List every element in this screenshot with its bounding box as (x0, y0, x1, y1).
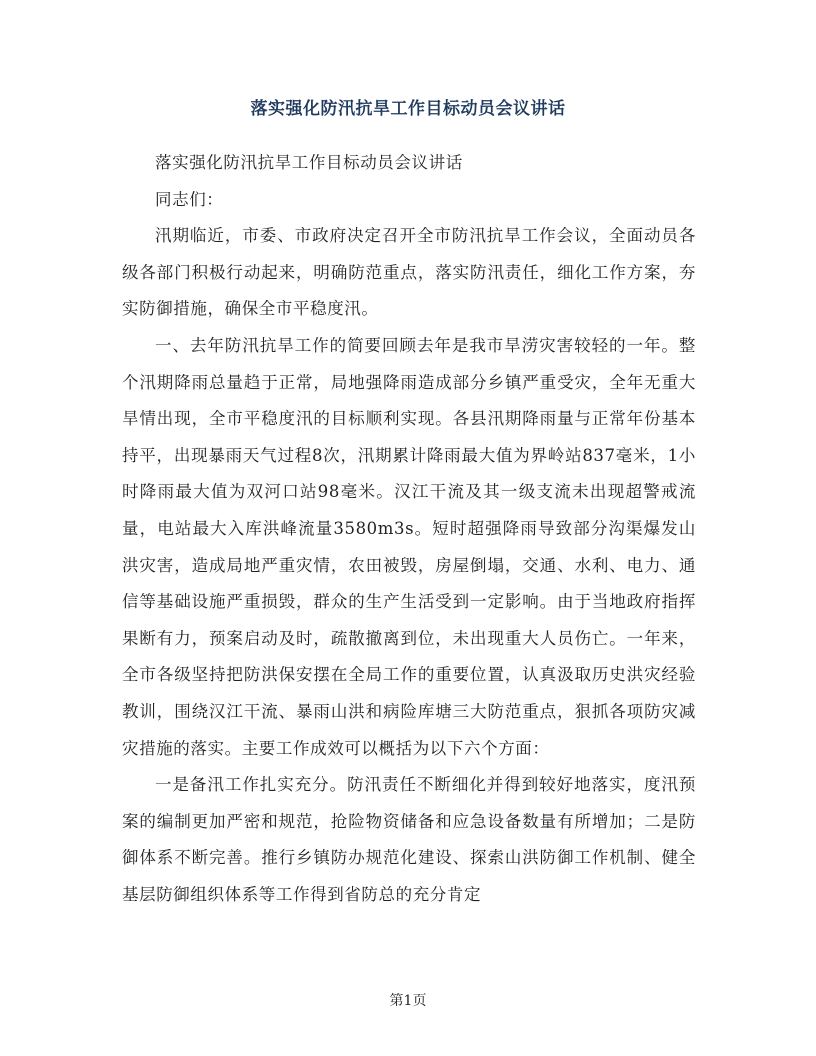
subtitle-paragraph: 落实强化防汛抗旱工作目标动员会议讲话 (155, 153, 463, 172)
intro-paragraph: 汛期临近，市委、市政府决定召开全市防汛抗旱工作会议，全面动员各级各部门积极行动起来，明确防范重点，落实防汛责任，细化工作方案，夯实防御措施，确保全市平稳度汛。 (122, 226, 696, 319)
document-title: 落实强化防汛抗旱工作目标动员会议讲话 (250, 99, 566, 119)
salutation-paragraph: 同志们： (155, 189, 224, 209)
page-number: 第1页 (389, 993, 427, 1009)
review-paragraph: 一、去年防汛抗旱工作的简要回顾去年是我市旱涝灾害较轻的一年。整个汛期降雨总量趋于正常，局地强降雨造成部分乡镇严重受灾，全年无重大旱情出现，全市平稳度汛的目标顺利实现。各县汛期降雨量与正常年份基本持平，出现暴雨天气过程8次，汛期累计降雨最大值为界岭站837毫米，1小时降雨最大值为双河口站98毫米。汉江干流及其一级支流未出现超警戒流量，电站最大入库洪峰流量3580m3s。短时超强降雨导致部分沟渠爆发山洪灾害，造成局地严重灾情，农田被毁，房屋倒塌，交通、水利、电力、通信等基础设施严重损毁，群众的生产生活受到一定影响。由于当地政府指挥果断有力，预案启动及时，疏散撤离到位，未出现重大人员伤亡。一年来，全市各级坚持把防洪保安摆在全局工作的重要位置，认真汲取历史洪灾经验教训，围绕汉江干流、暴雨山洪和病险库塘三大防范重点，狠抓各项防灾减灾措施的落实。主要工作成效可以概括为以下六个方面： (122, 335, 696, 758)
document-body (122, 145, 696, 913)
achievements-paragraph: 一是备汛工作扎实充分。防汛责任不断细化并得到较好地落实，度汛预案的编制更加严密和规范，抢险物资储备和应急设备数量有所增加；二是防御体系不断完善。推行乡镇防办规范化建设、探索山洪防御工作机制、健全基层防御组织体系等工作得到省防总的充分肯定 (122, 775, 696, 904)
